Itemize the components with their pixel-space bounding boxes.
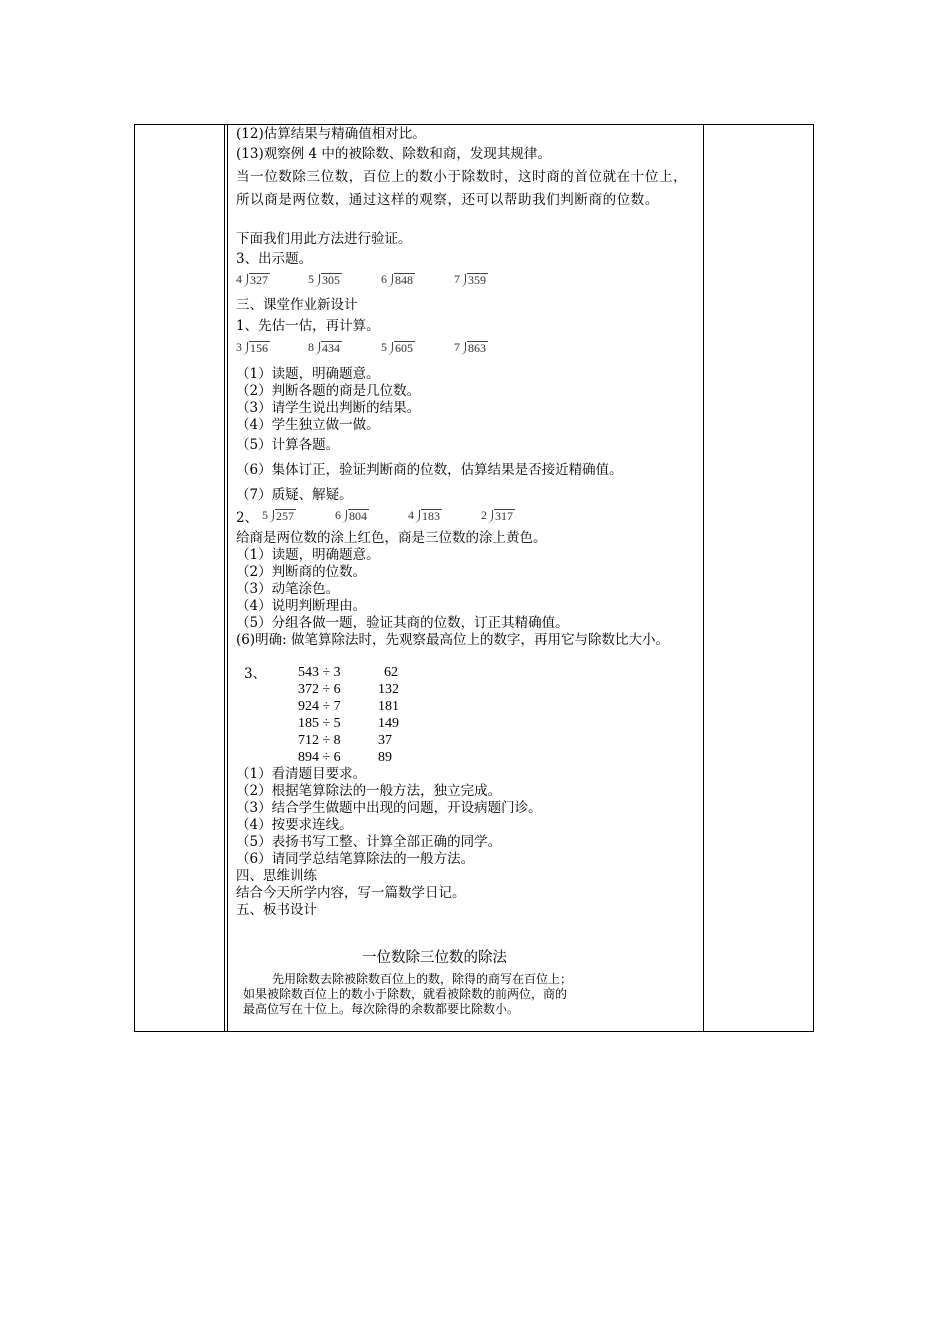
division-bracket xyxy=(242,274,248,287)
division-bracket xyxy=(341,510,347,523)
section-heading: 五、板书设计 xyxy=(236,902,317,918)
step-item: （5）分组各做一题，验证其商的位数，订正其精确值。 xyxy=(236,615,569,631)
text-line: 给商是两位数的涂上红色，商是三位数的涂上黄色。 xyxy=(236,530,547,546)
step-item: (6)明确: 做笔算除法时，先观察最高位上的数字，再用它与除数比大小。 xyxy=(236,632,669,648)
long-division xyxy=(381,340,415,355)
equation: 894 ÷ 6 xyxy=(298,750,341,765)
divisor: 6 xyxy=(335,508,341,522)
division-bracket xyxy=(387,342,393,355)
dividend: 605 xyxy=(395,341,413,355)
text-line: 3、出示题。 xyxy=(236,251,313,267)
divisor: 5 xyxy=(308,272,314,286)
board-text-line: 如果被除数百位上的数小于除数，就看被除数的前两位，商的 xyxy=(243,987,568,1001)
division-bracket xyxy=(314,274,320,287)
divisor: 7 xyxy=(454,340,460,354)
division-bracket xyxy=(487,510,493,523)
text-line: 结合今天所学内容，写一篇数学日记。 xyxy=(236,885,466,901)
equation: 185 ÷ 5 xyxy=(298,716,341,731)
division-bracket xyxy=(414,510,420,523)
divisor: 7 xyxy=(454,272,460,286)
dividend: 359 xyxy=(468,273,486,287)
step-item: （6）集体订正，验证判断商的位数，估算结果是否接近精确值。 xyxy=(236,462,623,478)
column-divider xyxy=(227,125,228,1031)
divisor: 6 xyxy=(381,272,387,286)
divisor: 4 xyxy=(408,508,414,522)
equation: 924 ÷ 7 xyxy=(298,699,341,714)
section-heading: 四、思维训练 xyxy=(236,868,317,884)
text-line: 下面我们用此方法进行验证。 xyxy=(236,231,412,247)
dividend: 848 xyxy=(395,273,413,287)
board-title: 一位数除三位数的除法 xyxy=(362,950,507,966)
step-item: （4）学生独立做一做。 xyxy=(236,417,380,433)
long-division xyxy=(308,272,342,287)
exercise-number: 2、 xyxy=(236,510,259,526)
equation: 372 ÷ 6 xyxy=(298,682,341,697)
long-division xyxy=(454,340,488,355)
dividend: 804 xyxy=(349,509,367,523)
answer: 181 xyxy=(378,699,399,714)
divisor: 5 xyxy=(381,340,387,354)
step-item: （3）动笔涂色。 xyxy=(236,581,340,597)
equation: 712 ÷ 8 xyxy=(298,733,341,748)
column-divider xyxy=(703,125,704,1031)
step-item: （7）质疑、解疑。 xyxy=(236,487,353,503)
long-division xyxy=(381,272,415,287)
dividend: 305 xyxy=(322,273,340,287)
long-division xyxy=(236,272,270,287)
answer: 37 xyxy=(378,733,392,748)
divisor: 2 xyxy=(481,508,487,522)
long-division xyxy=(454,272,488,287)
dividend: 317 xyxy=(495,509,513,523)
dividend: 156 xyxy=(250,341,268,355)
answer: 149 xyxy=(378,716,399,731)
divisor: 4 xyxy=(236,272,242,286)
step-item: （3）请学生说出判断的结果。 xyxy=(236,400,421,416)
section-heading: 三、课堂作业新设计 xyxy=(236,297,358,313)
step-item: （4）说明判断理由。 xyxy=(236,598,367,614)
step-item: （1）读题，明确题意。 xyxy=(236,366,380,382)
step-item: （2）判断商的位数。 xyxy=(236,564,367,580)
divisor: 8 xyxy=(308,340,314,354)
dividend: 257 xyxy=(276,509,294,523)
long-division xyxy=(408,508,442,523)
answer: 89 xyxy=(378,750,392,765)
division-bracket xyxy=(387,274,393,287)
step-item: （1）读题，明确题意。 xyxy=(236,547,380,563)
board-text-line: 先用除数去除被除数百位上的数，除得的商写在百位上； xyxy=(272,972,573,986)
long-division xyxy=(262,508,296,523)
answer: 62 xyxy=(384,665,398,680)
text-line: (13)观察例 4 中的被除数、除数和商，发现其规律。 xyxy=(236,146,551,162)
dividend: 863 xyxy=(468,341,486,355)
division-bracket xyxy=(242,342,248,355)
answer: 132 xyxy=(378,682,399,697)
division-bracket xyxy=(268,510,274,523)
step-item: （5）表扬书写工整、计算全部正确的同学。 xyxy=(236,834,502,850)
dividend: 183 xyxy=(422,509,440,523)
division-bracket xyxy=(460,342,466,355)
board-text-line: 最高位写在十位上。每次除得的余数都要比除数小。 xyxy=(243,1002,520,1016)
dividend: 434 xyxy=(322,341,340,355)
equation: 543 ÷ 3 xyxy=(298,665,341,680)
step-item: （1）看清题目要求。 xyxy=(236,766,367,782)
step-item: （6）请同学总结笔算除法的一般方法。 xyxy=(236,851,475,867)
text-paragraph: 当一位数除三位数，百位上的数小于除数时，这时商的首位就在十位上，所以商是两位数，通过这样的观察，还可以帮助我们判断商的位数。 xyxy=(236,169,688,208)
division-bracket xyxy=(460,274,466,287)
dividend: 327 xyxy=(250,273,268,287)
step-item: （4）按要求连线。 xyxy=(236,817,353,833)
text-line: (12)估算结果与精确值相对比。 xyxy=(236,126,426,142)
text-line: 1、先估一估，再计算。 xyxy=(236,318,380,334)
step-item: （2）判断各题的商是几位数。 xyxy=(236,383,421,399)
exercise-number: 3、 xyxy=(244,666,267,682)
long-division xyxy=(308,340,342,355)
step-item: （5）计算各题。 xyxy=(236,437,340,453)
long-division xyxy=(481,508,515,523)
step-item: （3）结合学生做题中出现的问题，开设病题门诊。 xyxy=(236,800,542,816)
column-divider xyxy=(224,125,225,1031)
step-item: （2）根据笔算除法的一般方法，独立完成。 xyxy=(236,783,502,799)
long-division xyxy=(335,508,369,523)
division-bracket xyxy=(314,342,320,355)
divisor: 3 xyxy=(236,340,242,354)
long-division xyxy=(236,340,270,355)
divisor: 5 xyxy=(262,508,268,522)
